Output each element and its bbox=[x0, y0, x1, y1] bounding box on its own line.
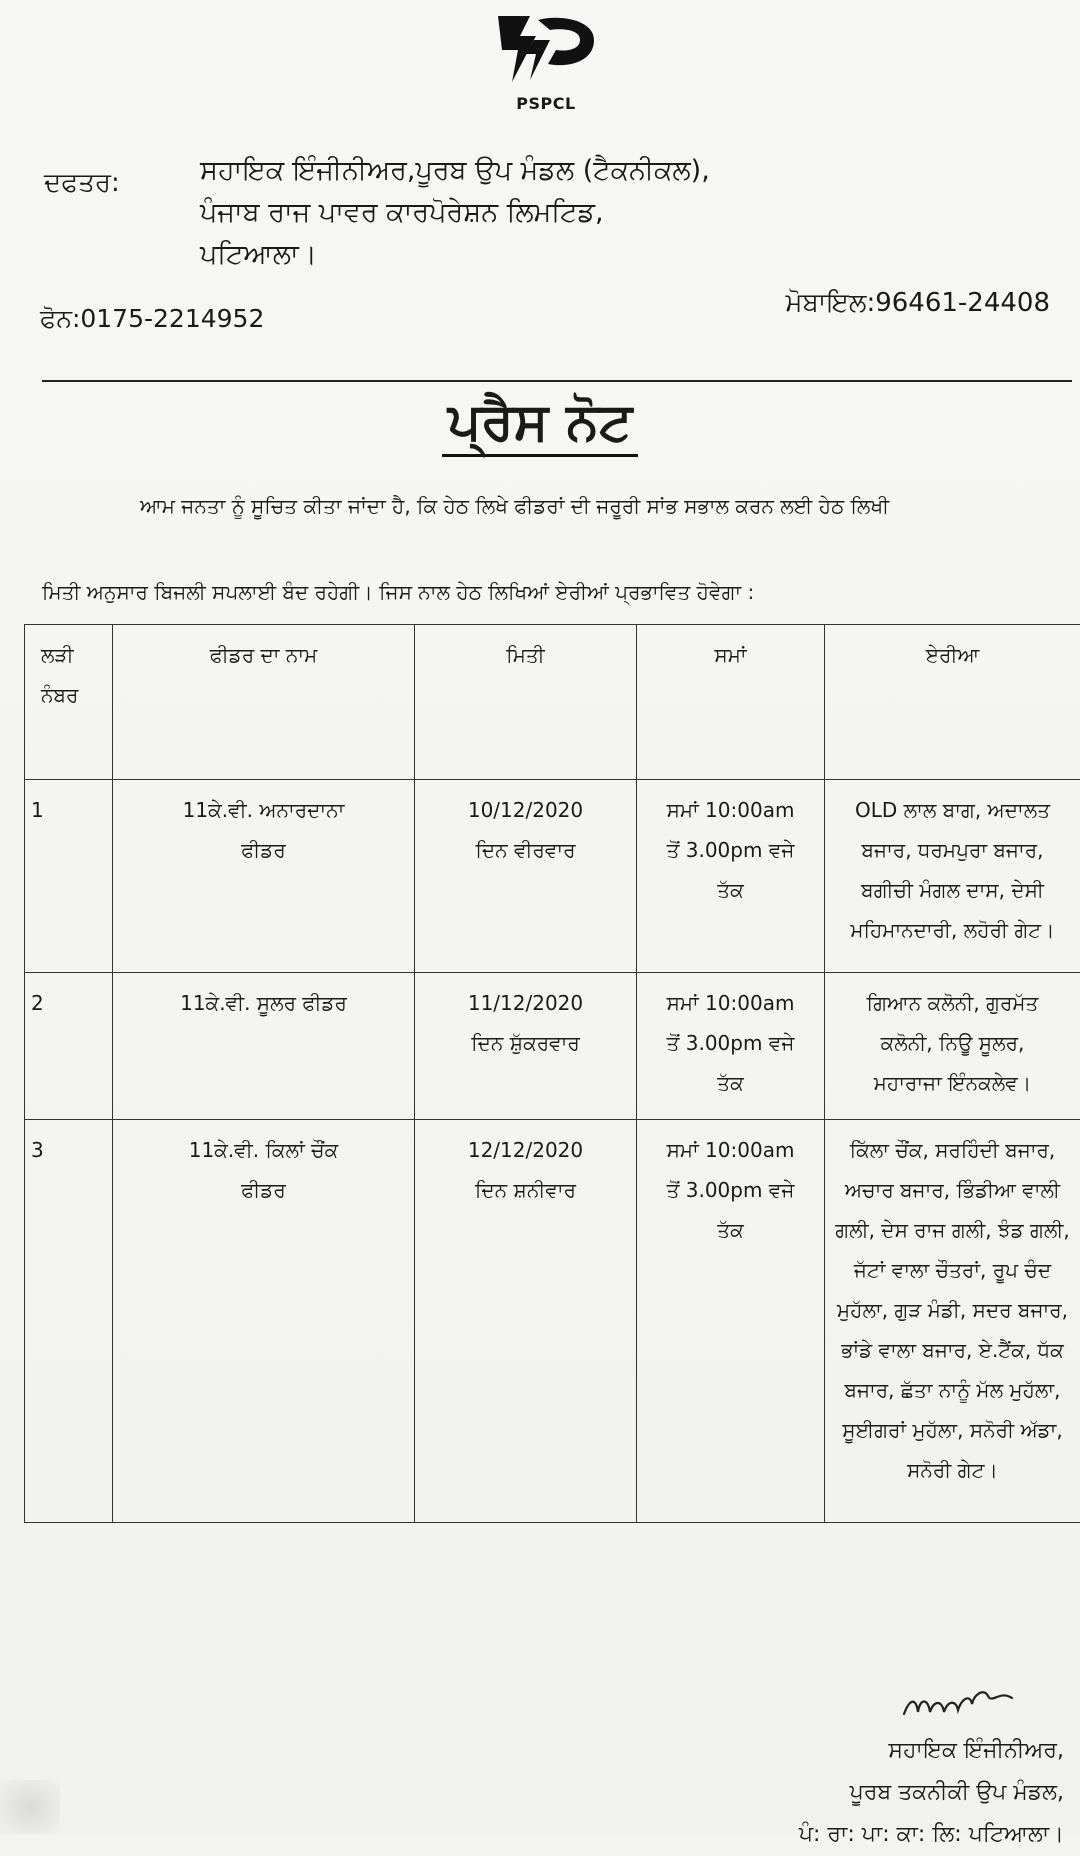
cell-line: 11/12/2020 bbox=[421, 983, 630, 1023]
cell-line: ਫੀਡਰ bbox=[119, 1170, 408, 1210]
cell-line: 10/12/2020 bbox=[421, 790, 630, 830]
cell-line: ਤੋਂ 3.00pm ਵਜੇ bbox=[643, 1170, 818, 1210]
cell-time bbox=[637, 1120, 825, 1523]
signature-block bbox=[799, 1730, 1064, 1856]
cell-line: ਸਮਾਂ 10:00am bbox=[643, 790, 818, 830]
cell-line: ਤੱਕ bbox=[643, 870, 818, 910]
cell-line: ਬਗੀਚੀ ਮੰਗਲ ਦਾਸ, ਦੇਸੀ bbox=[831, 870, 1074, 910]
signature-line: ਸਹਾਇਕ ਇੰਜੀਨੀਅਰ, bbox=[799, 1730, 1064, 1772]
scan-smudge bbox=[0, 1780, 60, 1834]
office-address bbox=[200, 150, 710, 276]
cell-line: 12/12/2020 bbox=[421, 1130, 630, 1170]
cell-line: ਮੁਹੱਲਾ, ਗੁੜ ਮੰਡੀ, ਸਦਰ ਬਜਾਰ, bbox=[831, 1290, 1074, 1330]
column-header-area: ਏਰੀਆ bbox=[825, 625, 1080, 780]
cell-line: ਗਿਆਨ ਕਲੋਨੀ, ਗੁਰਮੱਤ bbox=[831, 983, 1074, 1023]
column-header-serial bbox=[25, 625, 113, 780]
cell-line: ਦਿਨ ਵੀਰਵਾਰ bbox=[421, 830, 630, 870]
table-row bbox=[25, 1120, 1080, 1523]
cell-line: ਤੱਕ bbox=[643, 1063, 818, 1103]
cell-area bbox=[825, 973, 1080, 1120]
header-divider bbox=[42, 380, 1072, 382]
logo-text: PSPCL bbox=[508, 94, 584, 113]
mobile-number: ਮੋਬਾਇਲ:96461-24408 bbox=[786, 288, 1051, 319]
signature-line: ਪੰ: ਰਾ: ਪਾ: ਕਾ: ਲਿ: ਪਟਿਆਲਾ। bbox=[799, 1814, 1064, 1856]
cell-time bbox=[637, 780, 825, 973]
cell-time bbox=[637, 973, 825, 1120]
cell-line: ਮਹਾਰਾਜਾ ਇੰਨਕਲੇਵ। bbox=[831, 1063, 1074, 1103]
header-text: ਲੜੀ bbox=[41, 635, 106, 675]
cell-date bbox=[415, 780, 637, 973]
cell-line: ਬਜਾਰ, ਧਰਮਪੁਰਾ ਬਜਾਰ, bbox=[831, 830, 1074, 870]
cell-date bbox=[415, 1120, 637, 1523]
office-line: ਪੰਜਾਬ ਰਾਜ ਪਾਵਰ ਕਾਰਪੋਰੇਸ਼ਨ ਲਿਮਟਿਡ, bbox=[200, 192, 710, 234]
cell-feeder bbox=[113, 973, 415, 1120]
cell-line: ਸੂਈਗਰਾਂ ਮੁਹੱਲਾ, ਸਨੋਰੀ ਅੱਡਾ, bbox=[831, 1410, 1074, 1450]
header-text: ਨੰਬਰ bbox=[41, 675, 106, 715]
table-row bbox=[25, 973, 1080, 1120]
cell-line: ਕਿੱਲਾ ਚੌਂਕ, ਸਰਹਿੰਦੀ ਬਜਾਰ, bbox=[831, 1130, 1074, 1170]
cell-serial: 1 bbox=[25, 780, 113, 973]
cell-line: ਕਲੋਨੀ, ਨਿਊ ਸੂਲਰ, bbox=[831, 1023, 1074, 1063]
page-title bbox=[0, 392, 1080, 453]
cell-line: ਸਮਾਂ 10:00am bbox=[643, 983, 818, 1023]
cell-line: ਸਮਾਂ 10:00am bbox=[643, 1130, 818, 1170]
cell-line: OLD ਲਾਲ ਬਾਗ, ਅਦਾਲਤ bbox=[831, 790, 1074, 830]
intro-line: ਮਿਤੀ ਅਨੁਸਾਰ ਬਿਜਲੀ ਸਪਲਾਈ ਬੰਦ ਰਹੇਗੀ। ਜਿਸ ਨਾਲ ਹੇਠ ਲਿਖਿਆਂ ਏਰੀਆਂ ਪ੍ਰਭਾਵਿਤ ਹੋਵੇਗਾ : bbox=[42, 580, 754, 604]
cell-line: ਤੋਂ 3.00pm ਵਜੇ bbox=[643, 830, 818, 870]
cell-area bbox=[825, 780, 1080, 973]
table-row bbox=[25, 780, 1080, 973]
cell-feeder bbox=[113, 780, 415, 973]
phone-number: ਫੋਨ:0175-2214952 bbox=[40, 304, 264, 334]
shutdown-schedule-table bbox=[24, 624, 1080, 1523]
column-header-feeder: ਫੀਡਰ ਦਾ ਨਾਮ bbox=[113, 625, 415, 780]
handwritten-signature bbox=[900, 1680, 1020, 1726]
intro-line: ਆਮ ਜਨਤਾ ਨੂੰ ਸੂਚਿਤ ਕੀਤਾ ਜਾਂਦਾ ਹੈ, ਕਿ ਹੇਠ ਲਿਖੇ ਫੀਡਰਾਂ ਦੀ ਜਰੂਰੀ ਸਾਂਭ ਸਭਾਲ ਕਰਨ ਲਈ ਹੇਠ ਲਿਖੀ bbox=[140, 494, 889, 518]
column-header-date: ਮਿਤੀ bbox=[415, 625, 637, 780]
cell-area bbox=[825, 1120, 1080, 1523]
cell-line: ਦਿਨ ਸ਼ਨੀਵਾਰ bbox=[421, 1170, 630, 1210]
cell-line: ਤੋਂ 3.00pm ਵਜੇ bbox=[643, 1023, 818, 1063]
cell-line: ਸਨੋਰੀ ਗੇਟ। bbox=[831, 1450, 1074, 1490]
cell-line: ਅਚਾਰ ਬਜਾਰ, ਭਿੰਡੀਆ ਵਾਲੀ bbox=[831, 1170, 1074, 1210]
pspcl-logo-icon bbox=[490, 10, 600, 88]
signature-line: ਪੂਰਬ ਤਕਨੀਕੀ ਉਪ ਮੰਡਲ, bbox=[799, 1772, 1064, 1814]
cell-line: 11ਕੇ.ਵੀ. ਕਿਲਾਂ ਚੌਂਕ bbox=[119, 1130, 408, 1170]
table-header-row bbox=[25, 625, 1080, 780]
cell-line: ਮਹਿਮਾਨਦਾਰੀ, ਲਹੋਰੀ ਗੇਟ। bbox=[831, 910, 1074, 950]
cell-line: 11ਕੇ.ਵੀ. ਅਨਾਰਦਾਨਾ bbox=[119, 790, 408, 830]
cell-serial: 2 bbox=[25, 973, 113, 1120]
cell-line: ਗਲੀ, ਦੇਸ ਰਾਜ ਗਲੀ, ਝੰਡ ਗਲੀ, bbox=[831, 1210, 1074, 1250]
office-line: ਪਟਿਆਲਾ। bbox=[200, 234, 710, 276]
cell-line: ਭਾਂਡੇ ਵਾਲਾ ਬਜਾਰ, ਏ.ਟੈਂਕ, ਧੱਕ bbox=[831, 1330, 1074, 1370]
cell-feeder bbox=[113, 1120, 415, 1523]
cell-line: ਜੱਟਾਂ ਵਾਲਾ ਚੌਤਰਾਂ, ਰੂਪ ਚੰਦ bbox=[831, 1250, 1074, 1290]
office-label: ਦਫਤਰ: bbox=[44, 168, 120, 199]
cell-line: ਤੱਕ bbox=[643, 1210, 818, 1250]
column-header-time: ਸਮਾਂ bbox=[637, 625, 825, 780]
cell-line: ਫੀਡਰ bbox=[119, 830, 408, 870]
cell-line: ਬਜਾਰ, ਛੱਤਾ ਨਾਨੂੰ ਮੱਲ ਮੁਹੱਲਾ, bbox=[831, 1370, 1074, 1410]
page-title-text: ਪ੍ਰੈਸ ਨੋਟ bbox=[442, 392, 638, 457]
cell-line: ਦਿਨ ਸ਼ੁੱਕਰਵਾਰ bbox=[421, 1023, 630, 1063]
cell-serial: 3 bbox=[25, 1120, 113, 1523]
office-line: ਸਹਾਇਕ ਇੰਜੀਨੀਅਰ,ਪੂਰਬ ਉਪ ਮੰਡਲ (ਟੈਕਨੀਕਲ), bbox=[200, 150, 710, 192]
cell-line: 11ਕੇ.ਵੀ. ਸੂਲਰ ਫੀਡਰ bbox=[119, 983, 408, 1023]
cell-date bbox=[415, 973, 637, 1120]
